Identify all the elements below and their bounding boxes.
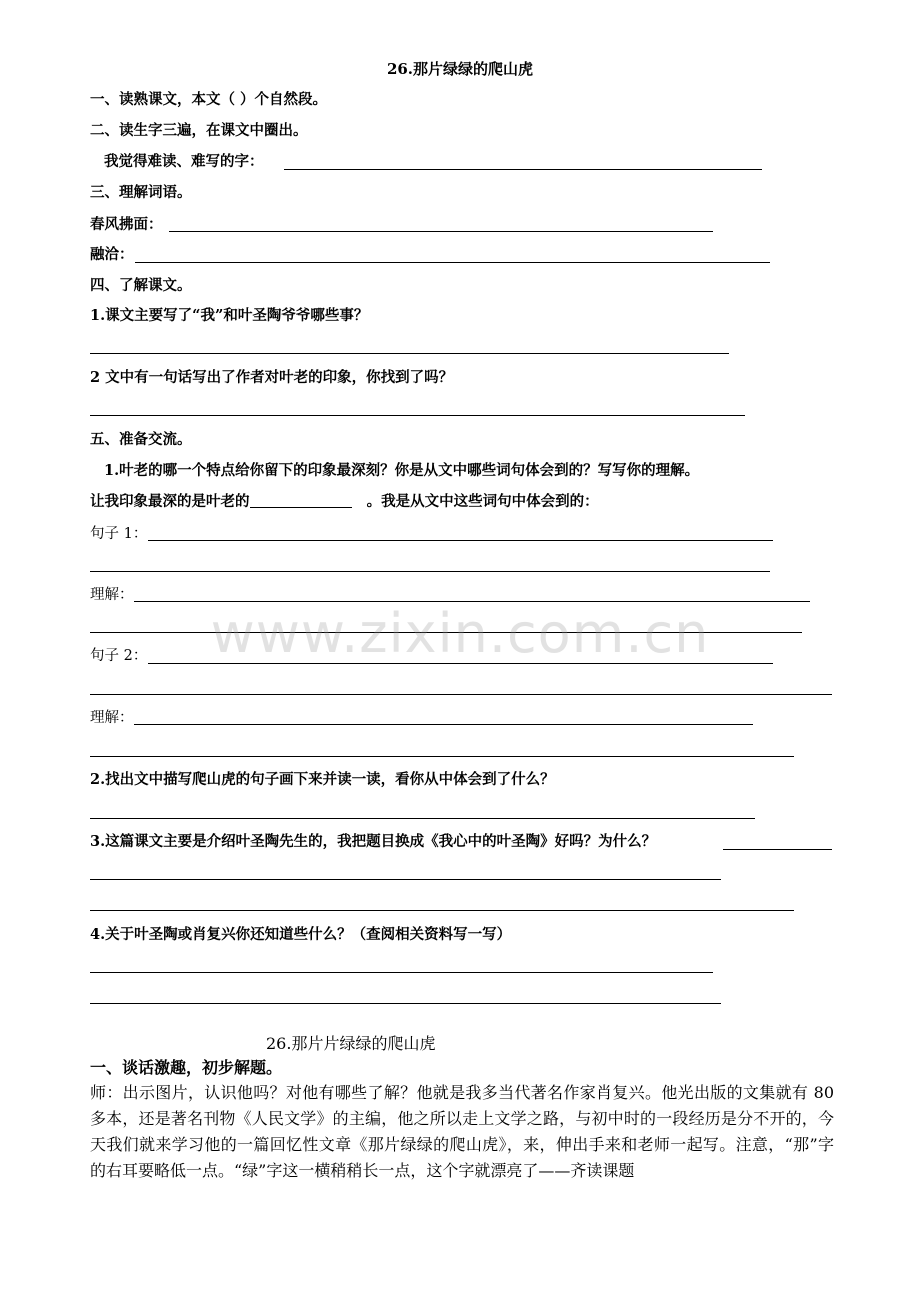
vocab-term-2: 融洽：	[90, 246, 134, 263]
answer-line	[90, 571, 770, 572]
answer-line	[90, 756, 794, 757]
answer-line	[135, 262, 770, 263]
question-4-1: 1.课文主要写了“我”和叶圣陶爷爷哪些事？	[90, 307, 369, 324]
answer-line	[148, 540, 773, 541]
answer-line	[90, 353, 729, 354]
vocab-term-1: 春风拂面：	[90, 216, 163, 233]
lesson-paragraph: 师：出示图片，认识他吗？对他有哪些了解？他就是我多当代著名作家肖复兴。他光出版的文集就有 80 多本，还是著名刊物《人民文学》的主编，他之所以走上文学之路，与初中时的一段经历是分不开的，今天我们就来学习他的一篇回忆性文章《那片绿绿的爬山虎》，来，伸出手来和老师一起写。注意，“那”字的右耳要略低一点。“绿”字这一横稍稍长一点，这个字就漂亮了——齐读课题	[90, 1083, 834, 1180]
answer-line	[90, 879, 721, 880]
prompt-text-b: 。我是从文中这些词句中体会到的：	[366, 493, 599, 510]
question-5-1-prompt	[90, 492, 599, 512]
understanding-2-label: 理解：	[90, 710, 134, 726]
question-5-4: 4.关于叶圣陶或肖复兴你还知道些什么？（查阅相关资料写一写）	[90, 926, 512, 943]
answer-line	[90, 1003, 721, 1004]
question-2-prompt: 我觉得难读、难写的字：	[104, 153, 264, 170]
answer-line	[284, 169, 762, 170]
answer-line	[90, 910, 794, 911]
question-4-2: 2 文中有一句话写出了作者对叶老的印象，你找到了吗？	[90, 369, 454, 386]
question-5-3: 3.这篇课文主要是介绍叶圣陶先生的，我把题目换成《我心中的叶圣陶》好吗？为什么？	[90, 833, 657, 850]
sentence-2-label: 句子 2：	[90, 648, 148, 664]
watermark: www.zixin.com.cn	[210, 602, 710, 665]
prompt-text-a: 让我印象最深的是叶老的	[90, 493, 250, 510]
worksheet-title: 26.那片绿绿的爬山虎	[386, 60, 534, 78]
answer-line	[723, 849, 832, 850]
question-2: 二、读生字三遍，在课文中圈出。	[90, 122, 308, 139]
answer-line	[169, 231, 713, 232]
question-5: 五、准备交流。	[90, 431, 192, 448]
lesson-title: 26.那片片绿绿的爬山虎	[266, 1034, 436, 1053]
answer-line	[90, 415, 745, 416]
lesson-heading: 一、谈话激趣，初步解题。	[90, 1058, 283, 1077]
understanding-1-label: 理解：	[90, 587, 134, 603]
sentence-1-label: 句子 1：	[90, 526, 148, 542]
fill-blank	[250, 493, 352, 508]
question-3: 三、理解词语。	[90, 184, 192, 201]
question-5-1: 1.叶老的哪一个特点给你留下的印象最深刻？你是从文中哪些词句体会到的？写写你的理解。	[104, 462, 700, 479]
question-4: 四、了解课文。	[90, 277, 192, 294]
answer-line	[90, 694, 832, 695]
answer-line	[90, 818, 755, 819]
question-1: 一、读熟课文，本文（ ）个自然段。	[90, 91, 328, 108]
question-5-2: 2.找出文中描写爬山虎的句子画下来并读一读，看你从中体会到了什么？	[90, 771, 555, 788]
answer-line	[134, 724, 753, 725]
answer-line	[90, 972, 713, 973]
